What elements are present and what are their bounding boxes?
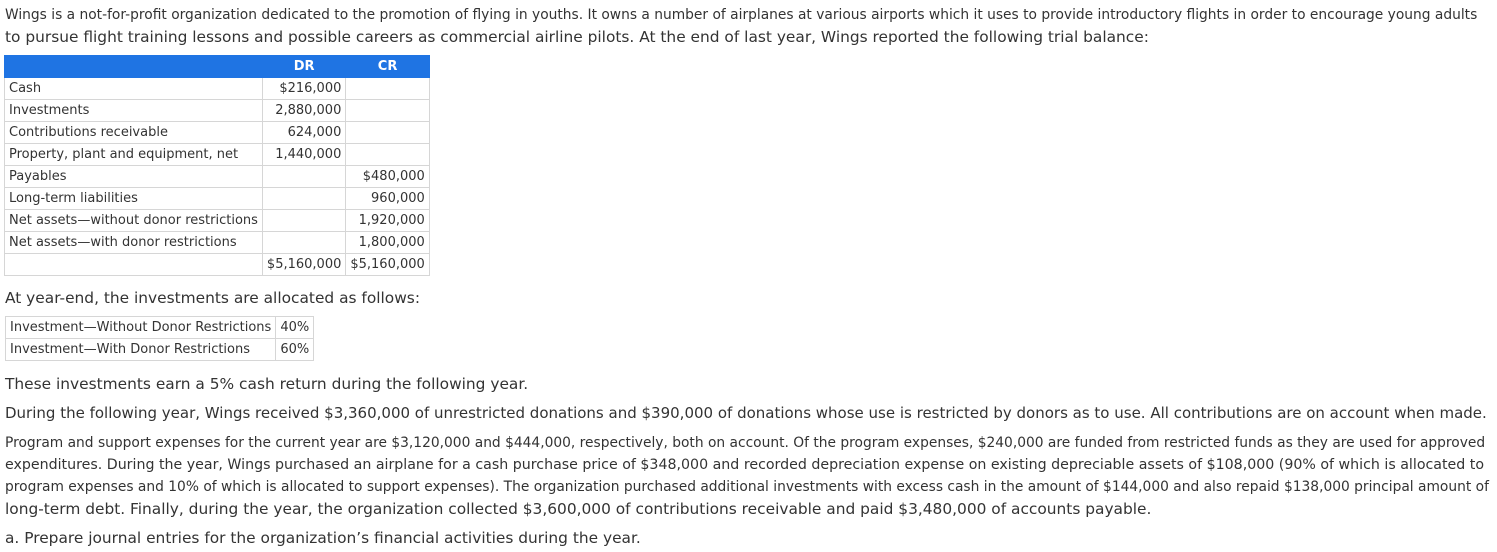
expenses-line-2: expenditures. During the year, Wings purchased an airplane for a cash purchase price of $348,000 and recorded depreciation expense on existing depreciable assets of $108,000 (90% of which is allocated to: [5, 457, 1485, 473]
expenses-line-4: long-term debt. Finally, during the year, the organization collected $3,600,000 of contributions receivable and paid $3,480,000 of accounts payable.: [5, 500, 1152, 518]
row-label: Investments: [5, 100, 263, 122]
trial-balance-header-cr: CR: [346, 56, 429, 78]
row-dr: [262, 188, 345, 210]
allocation-intro: At year-end, the investments are allocated as follows:: [5, 289, 421, 307]
row-cr: 1,920,000: [346, 210, 429, 232]
table-row: [5, 166, 430, 188]
intro-line-2: to pursue flight training lessons and possible careers as commercial airline pilots. At the end of last year, Wings reported the following trial balance:: [5, 28, 1149, 46]
row-cr: $480,000: [346, 166, 429, 188]
table-row: [5, 232, 430, 254]
row-label: Net assets—with donor restrictions: [5, 232, 263, 254]
row-cr: [346, 122, 429, 144]
allocation-table: [5, 316, 314, 361]
row-dr: [262, 166, 345, 188]
row-cr: [346, 78, 429, 100]
table-row: [6, 339, 314, 361]
table-row: [5, 210, 430, 232]
expenses-line-3: program expenses and 10% of which is allocated to support expenses). The organization purchased additional investments with excess cash in the amount of $144,000 and also repaid $138,000 principal amount of: [5, 479, 1489, 495]
row-dr: 624,000: [262, 122, 345, 144]
row-label: Net assets—without donor restrictions: [5, 210, 263, 232]
total-cr: $5,160,000: [346, 254, 429, 276]
question-text: a. Prepare journal entries for the organization’s financial activities during the year.: [5, 529, 641, 547]
table-row: [5, 144, 430, 166]
total-dr: $5,160,000: [262, 254, 345, 276]
trial-balance-header-label: [5, 56, 263, 78]
row-dr: [262, 232, 345, 254]
row-dr: 1,440,000: [262, 144, 345, 166]
row-cr: 960,000: [346, 188, 429, 210]
row-cr: [346, 100, 429, 122]
trial-balance-header-dr: DR: [262, 56, 345, 78]
totals-row: [5, 254, 430, 276]
row-label: Cash: [5, 78, 263, 100]
table-row: [5, 100, 430, 122]
table-row: [5, 122, 430, 144]
row-cr: 1,800,000: [346, 232, 429, 254]
returns-paragraph: These investments earn a 5% cash return during the following year.: [5, 375, 529, 393]
row-dr: $216,000: [262, 78, 345, 100]
row-label: Property, plant and equipment, net: [5, 144, 263, 166]
row-cr: [346, 144, 429, 166]
allocation-label: Investment—With Donor Restrictions: [6, 339, 276, 361]
table-row: [6, 317, 314, 339]
row-label: Payables: [5, 166, 263, 188]
allocation-value: 60%: [276, 339, 314, 361]
row-dr: 2,880,000: [262, 100, 345, 122]
table-row: [5, 78, 430, 100]
intro-line-1: Wings is a not-for-profit organization dedicated to the promotion of flying in youths. It owns a number of airplanes at various airports which it uses to provide introductory flights in order to encourage young adults: [5, 7, 1478, 23]
allocation-value: 40%: [276, 317, 314, 339]
row-label: Contributions receivable: [5, 122, 263, 144]
trial-balance-header-row: [5, 56, 430, 78]
allocation-label: Investment—Without Donor Restrictions: [6, 317, 276, 339]
expenses-line-1: Program and support expenses for the current year are $3,120,000 and $444,000, respectively, both on account. Of the program expenses, $240,000 are funded from restricted funds as they are used for approved: [5, 435, 1486, 451]
table-row: [5, 188, 430, 210]
donations-paragraph: During the following year, Wings received $3,360,000 of unrestricted donations and $390,000 of donations whose use is restricted by donors as to use. All contributions are on account when made.: [5, 404, 1487, 422]
row-dr: [262, 210, 345, 232]
trial-balance-table: [4, 55, 430, 276]
totals-label: [5, 254, 263, 276]
row-label: Long-term liabilities: [5, 188, 263, 210]
